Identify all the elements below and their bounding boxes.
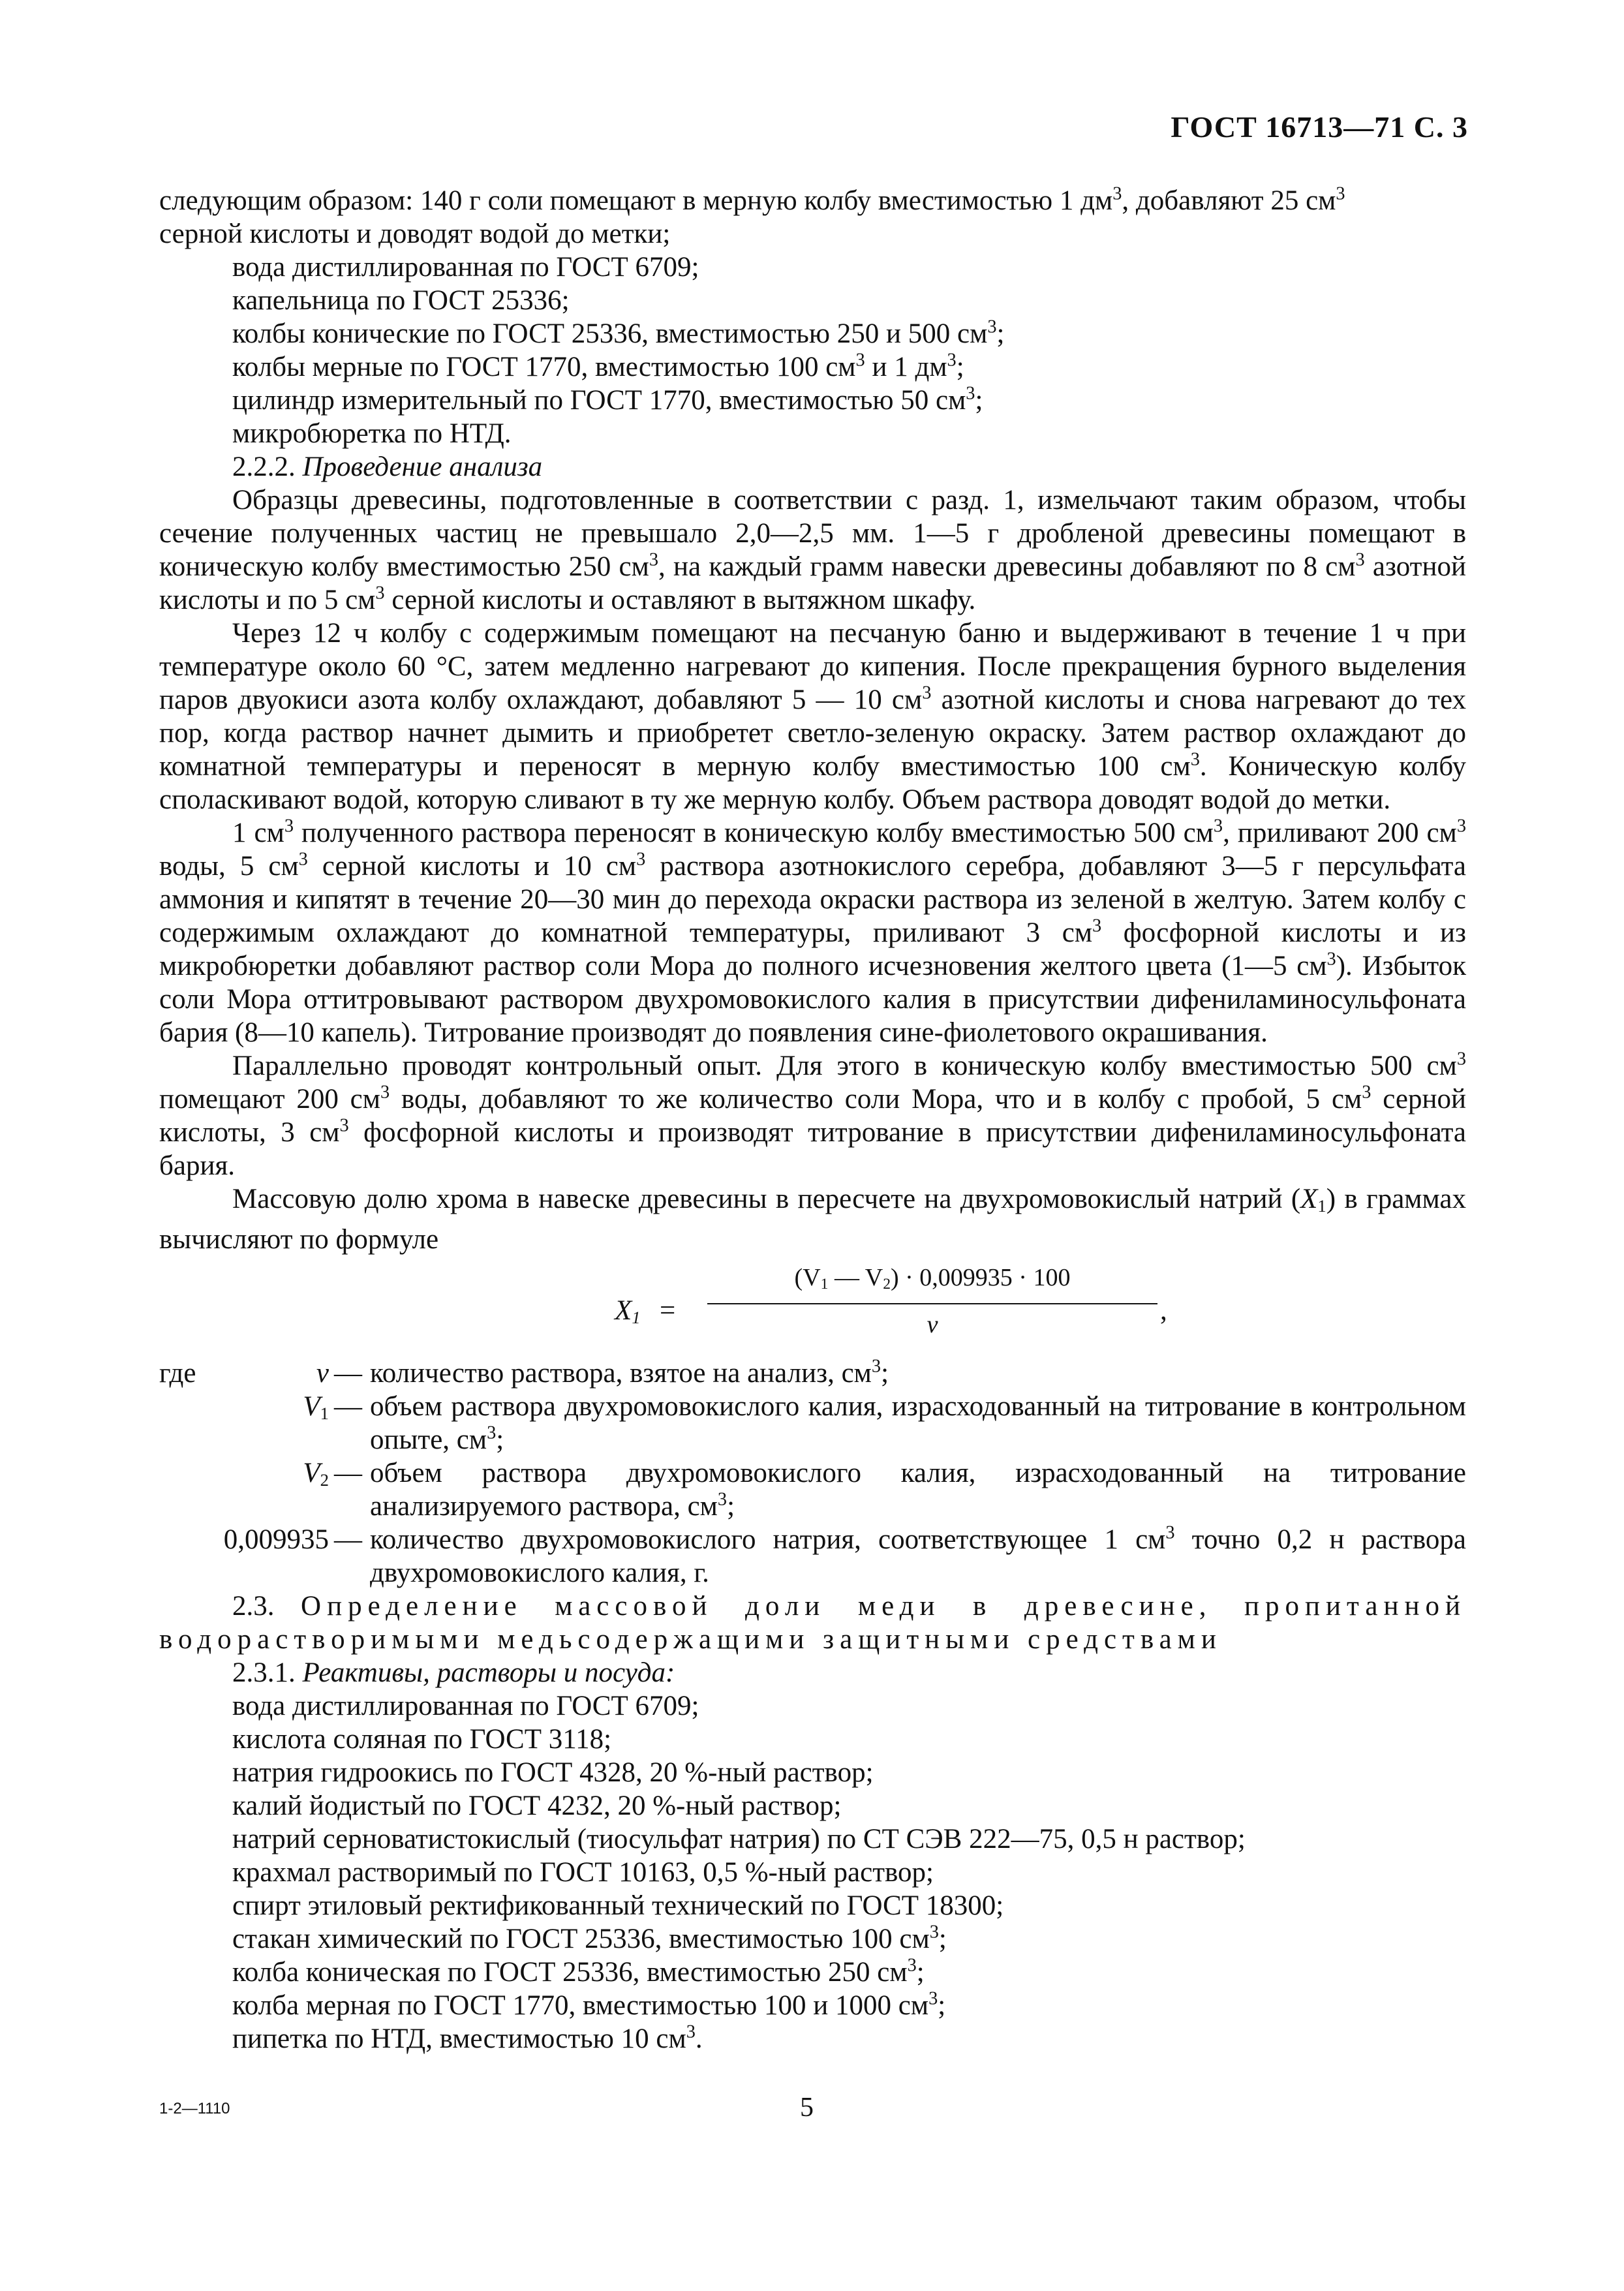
list-item: натрий серноватистокислый (тиосульфат натрия) по СТ СЭВ 222—75, 0,5 н раствор; <box>232 1823 1246 1854</box>
definition-symbol: $V_2$ <box>303 1457 329 1490</box>
list-item: кислота соляная по ГОСТ 3118; <box>232 1723 612 1755</box>
definition-symbol: v <box>316 1357 329 1389</box>
page-header: ГОСТ 16713—71 С. 3 <box>1171 110 1468 144</box>
where-label: где <box>159 1357 196 1389</box>
definition-dash: — <box>334 1524 362 1555</box>
list-item: крахмал растворимый по ГОСТ 10163, 0,5 %-ный раствор; <box>232 1856 934 1888</box>
list-item: колба мерная по ГОСТ 1770, вместимостью 100 и 1000 $см^3$; <box>232 1988 946 2021</box>
list-item: колбы мерные по ГОСТ 1770, вместимостью 100 $см^3$ и 1 $дм^3$; <box>232 350 964 382</box>
list-item: микробюретка по НТД. <box>232 418 512 449</box>
list-item: капельница по ГОСТ 25336; <box>232 285 570 316</box>
list-item: цилиндр измерительный по ГОСТ 1770, вместимостью 50 $см^3$; <box>232 383 983 416</box>
body-text <box>159 184 1466 2055</box>
definition-dash: — <box>334 1391 362 1422</box>
list-item: вода дистиллированная по ГОСТ 6709; <box>232 1690 699 1721</box>
reagents-list <box>159 1656 1466 2055</box>
definition-text: объем раствора двухромовокислого калия, израсходованный на титрование в контрольном опыте, $см^3$; <box>370 1391 1466 1455</box>
definition-dash: — <box>334 1457 362 1488</box>
print-code: 1-2—1110 <box>159 2100 230 2117</box>
formula-fraction <box>707 1263 1157 1340</box>
formula-denominator: v <box>927 1311 938 1339</box>
list-item: калий йодистый по ГОСТ 4232, 20 %-ный раствор; <box>232 1790 842 1821</box>
definition-symbol: 0,009935 <box>223 1524 329 1555</box>
list-item: стакан химический по ГОСТ 25336, вместимостью 100 $см^3$; <box>232 1922 947 1954</box>
formula-equals: = <box>660 1295 676 1326</box>
definition-row <box>159 1523 1466 1590</box>
definition-row <box>159 1390 1466 1456</box>
paragraph-2: Через 12 ч колбу с содержимым помещают на песчаную баню и выдерживают в течение 1 ч при температуре около 60 °С, затем медленно нагревают до кипения. После прекращения бурного выделения паров двуокиси азота колбу охлаждают, добавляют 5 — 10 $см^3$ азотной кислоты и снова нагревают до тех пор, когда раствор начнет дымить и приобретет светло-зеленую окраску. Затем раствор охлаждают до комнатной температуры и переносят в мерную колбу вместимостью 100 $см^3$. Коническую колбу споласкивают водой, которую сливают в ту же мерную колбу. Объем раствора доводят водой до метки. <box>159 618 1466 815</box>
list-item: спирт этиловый ректификованный технический по ГОСТ 18300; <box>232 1890 1004 1921</box>
paragraph-4: Параллельно проводят контрольный опыт. Для этого в коническую колбу вместимостью 500 $см^3$ помещают 200 $см^3$ воды, добавляют то же количество соли Мора, что и в колбу с пробой, 5 $см^3$ серной кислоты, 3 $см^3$ фосфорной кислоты и производят титрование в присутствии дифениламиносульфоната бария. <box>159 1049 1466 1181</box>
paragraph-1: Образцы древесины, подготовленные в соответствии с разд. 1, измельчают таким образом, чтобы сечение полученных частиц не превышало 2,0—2,5 мм. 1—5 г дробленой древесины помещают в коническую колбу вместимостью 250 $см^3$, на каждый грамм навески древесины добавляют по 8 $см^3$ азотной кислоты и по 5 $см^3$ серной кислоты и оставляют в вытяжном шкафу. <box>159 485 1466 615</box>
definition-symbol: $V_1$ <box>303 1391 329 1423</box>
page-number: 5 <box>800 2093 814 2123</box>
section-heading-2-3-1: 2.3.1. Реактивы, растворы и посуда: <box>232 1657 675 1688</box>
formula-lhs: $X_1$ <box>615 1295 641 1327</box>
definition-text: количество раствора, взятое на анализ, $см^3$; <box>370 1356 889 1389</box>
intro-paragraph: следующим образом: 140 г соли помещают в мерную колбу вместимостью 1 $дм^3$, добавляют 25 $см^3$ серной кислоты и доводят водой до метки; <box>159 183 1345 249</box>
definition-row <box>159 1456 1466 1523</box>
section-heading-2-2-2: 2.2.2. Проведение анализа <box>232 452 543 482</box>
list-item: натрия гидроокись по ГОСТ 4328, 20 %-ный раствор; <box>232 1757 874 1788</box>
paragraph-5: Массовую долю хрома в навеске древесины в пересчете на двухромовокислый натрий $(X_1)$ в граммах вычисляют по формуле <box>159 1184 1466 1255</box>
paragraph-3: 1 $см^3$ полученного раствора переносят в коническую колбу вместимостью 500 $см^3$, приливают 200 $см^3$ воды, 5 $см^3$ серной кислоты и 10 $см^3$ раствора азотнокислого серебра, добавляют 3—5 г персульфата аммония и кипятят в течение 20—30 мин до перехода окраски раствора из зеленой в желтую. Затем колбу с содержимым охлаждают до комнатной температуры, приливают 3 $см^3$ фосфорной кислоты и из микробюретки добавляют раствор соли Мора до полного исчезновения желтого цвета (1—5 $см^3$). Избыток соли Мора оттитровывают раствором двухромовокислого калия в присутствии дифениламиносульфоната бария (8—10 капель). Титрование производят до появления сине-фиолетового окрашивания. <box>159 816 1467 1048</box>
formula-numerator: ($V_1$ — $V_2) \cdot 0,009935 \cdot 100$ <box>707 1263 1157 1304</box>
variable-definitions <box>159 1357 1466 1590</box>
list-item: пипетка по НТД, вместимостью 10 $см^3$. <box>232 2022 703 2054</box>
section-heading-2-3: 2.3. Определение массовой доли меди в древесине, пропитанной водорастворимыми медьсодержащими защитными средствами <box>159 1590 1466 1655</box>
definition-row <box>159 1357 1466 1390</box>
list-item: колбы конические по ГОСТ 25336, вместимостью 250 и 500 $см^3$; <box>232 316 1005 349</box>
list-item: колба коническая по ГОСТ 25336, вместимостью 250 $см^3$; <box>232 1955 925 1988</box>
definition-text: объем раствора двухромовокислого калия, израсходованный на титрование анализируемого раствора, $см^3$; <box>370 1457 1466 1522</box>
apparatus-list-1 <box>159 251 1466 484</box>
formula-comma: , <box>1160 1295 1167 1326</box>
definition-dash: — <box>334 1357 362 1389</box>
definition-text: количество двухромовокислого натрия, соответствующее 1 $см^3$ точно 0,2 н раствора двухромовокислого калия, г. <box>370 1522 1466 1588</box>
formula-x1 <box>159 1263 1466 1349</box>
list-item: вода дистиллированная по ГОСТ 6709; <box>232 252 699 283</box>
